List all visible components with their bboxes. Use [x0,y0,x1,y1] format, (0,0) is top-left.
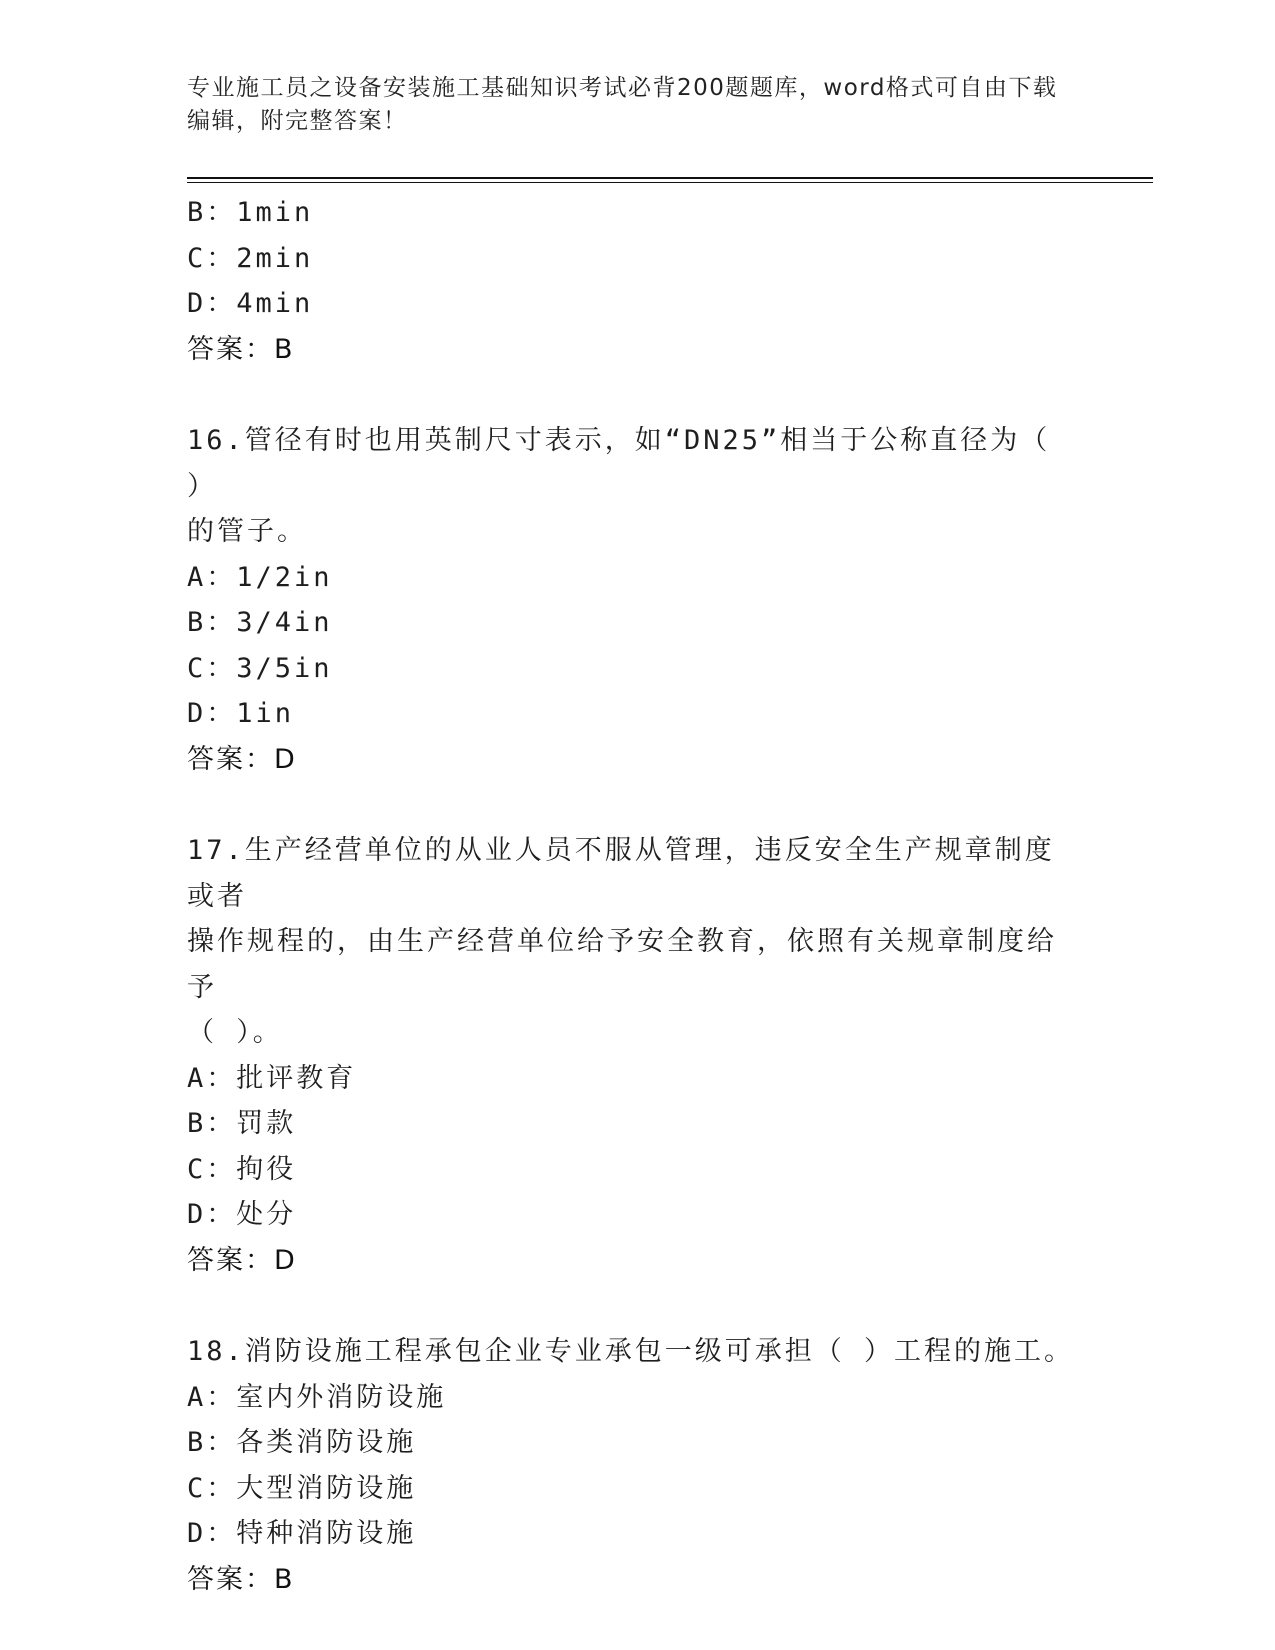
option-c: C：3/5in [187,652,333,684]
question-17 [187,828,1087,1283]
question-text: 18.消防设施工程承包企业专业承包一级可承担（ ）工程的施工。 [187,1336,1075,1367]
question-text: （ ）。 [187,1017,283,1048]
question-18 [187,1329,1087,1602]
question-text: 16.管径有时也用英制尺寸表示，如“DN25”相当于公称直径为（ ） [187,425,1051,502]
option-c: C：2min [187,242,314,274]
option-b: B：罚款 [187,1108,297,1139]
document-header [187,72,1067,138]
question-text: 的管子。 [187,516,307,547]
answer-line: 答案：B [187,1563,295,1595]
question-text: 17.生产经营单位的从业人员不服从管理，违反安全生产规章制度或者 [187,835,1055,912]
option-d: D：处分 [187,1199,297,1230]
answer-line: 答案：D [187,1244,297,1276]
option-d: D：特种消防设施 [187,1518,417,1549]
question-text: 操作规程的，由生产经营单位给予安全教育，依照有关规章制度给予 [187,926,1057,1003]
question-16 [187,418,1087,782]
question-content [187,190,1087,1602]
header-line-1: 专业施工员之设备安装施工基础知识考试必背200题题库，word格式可自由下载 [187,75,1058,101]
option-d: D：4min [187,288,314,319]
option-c: C：拘役 [187,1153,297,1185]
answer-line: 答案：D [187,743,297,775]
option-d: D：1in [187,698,295,729]
header-line-2: 编辑，附完整答案！ [187,108,408,134]
header-divider-thin [187,182,1153,183]
prev-question-block [187,190,1087,372]
option-a: A：1/2in [187,561,333,593]
option-b: B：3/4in [187,607,333,638]
header-divider-thick [187,177,1153,179]
option-b: B：各类消防设施 [187,1427,417,1458]
option-c: C：大型消防设施 [187,1472,417,1504]
option-a: A：批评教育 [187,1062,357,1094]
option-b: B：1min [187,197,314,228]
option-a: A：室内外消防设施 [187,1381,447,1413]
answer-line: 答案：B [187,333,295,365]
